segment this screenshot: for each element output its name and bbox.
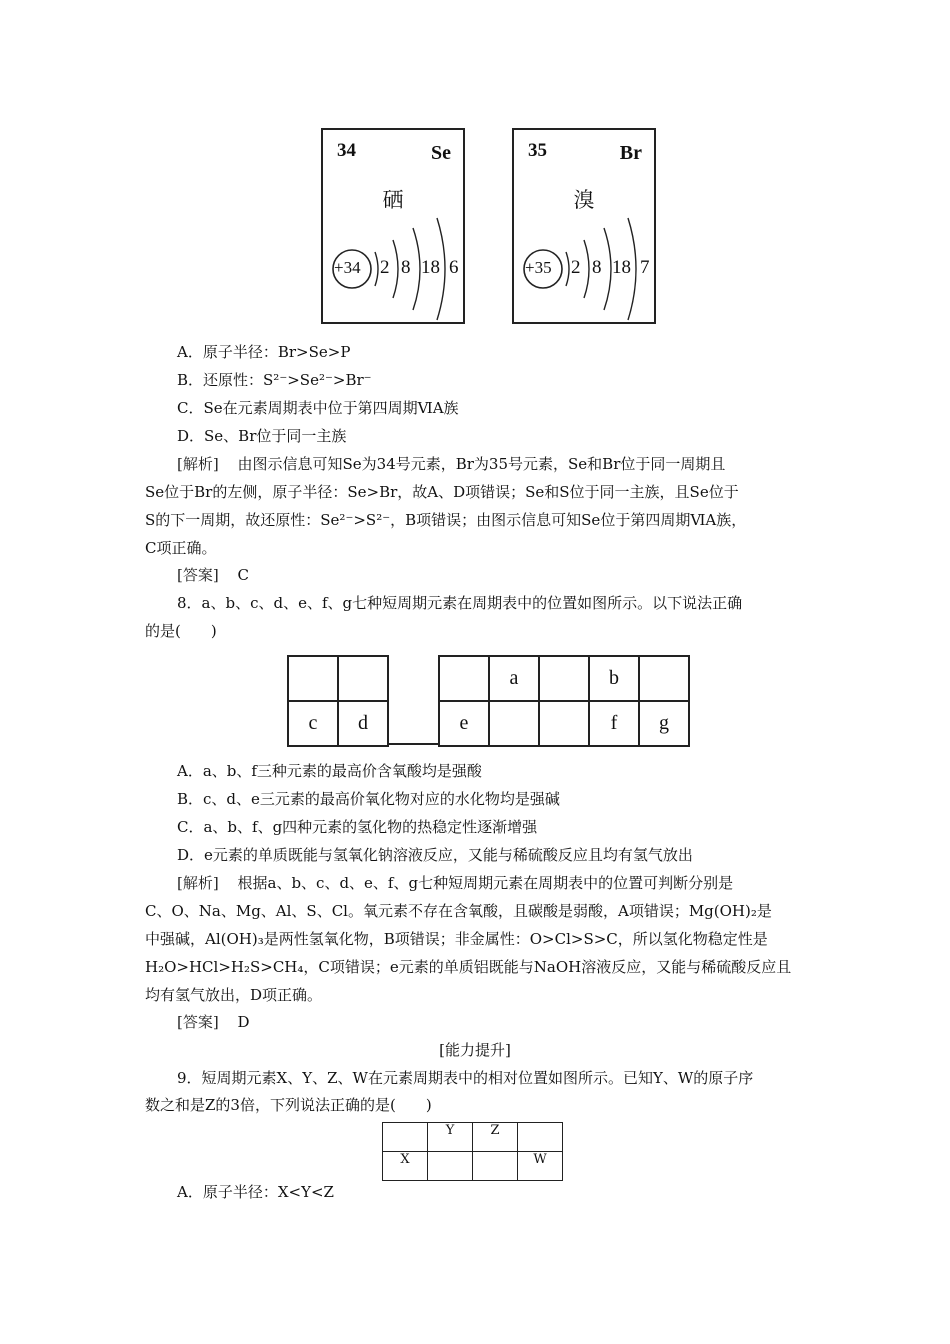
pt-cell: Y (428, 1123, 473, 1152)
nucleus-charge: +34 (334, 258, 361, 277)
q9-option-a: A．原子半径：X<Y<Z (177, 1183, 334, 1201)
shell-count: 18 (612, 257, 631, 278)
element-name: 溴 (573, 188, 595, 212)
analysis-tag: [解析] (177, 455, 219, 473)
shell-count: 2 (571, 257, 581, 278)
q8-analysis-line: C、O、Na、Mg、Al、S、Cl。氧元素不存在含氧酸，且碳酸是弱酸，A项错误；Mg(OH)₂是 (145, 902, 772, 920)
q7-analysis-line: Se位于Br的左侧，原子半径：Se>Br，故A、D项错误；Se和S位于同一主族，且Se位于 (145, 483, 739, 501)
pt-cell: X (383, 1152, 428, 1181)
atomic-number: 35 (528, 140, 547, 161)
q7-option-d: D．Se、Br位于同一主族 (177, 427, 347, 445)
answer-tag: [答案] (177, 1013, 219, 1031)
element-symbol: Se (431, 142, 451, 164)
q8-option-b: B．c、d、e三元素的最高价氧化物对应的水化物均是强碱 (177, 790, 560, 808)
q8-option-c: C．a、b、f、g四种元素的氢化物的热稳定性逐渐增强 (177, 818, 538, 836)
answer-value: C (237, 566, 249, 584)
q8-option-d: D．e元素的单质既能与氢氧化钠溶液反应，又能与稀硫酸反应且均有氢气放出 (177, 846, 693, 864)
pt-cell (428, 1152, 473, 1181)
analysis-text: 根据a、b、c、d、e、f、g七种短周期元素在周期表中的位置可判断分别是 (237, 874, 734, 892)
q8-analysis-line (177, 872, 733, 894)
q8-periodic-table-left (287, 655, 389, 747)
q9-stem: 数之和是Z的3倍，下列说法正确的是( ) (145, 1096, 432, 1114)
q7-answer-line (177, 564, 249, 586)
q7-analysis-line: S的下一周期，故还原性：Se²⁻>S²⁻，B项错误；由图示信息可知Se位于第四周期ⅥA族， (145, 511, 747, 529)
atomic-number: 34 (337, 140, 356, 161)
q7-option-b: B．还原性：S²⁻>Se²⁻>Br⁻ (177, 371, 372, 389)
shell-count: 8 (592, 257, 602, 278)
element-card-se (321, 128, 465, 324)
element-symbol: Br (619, 142, 642, 164)
pt-cell (639, 656, 689, 701)
pt-cell (518, 1123, 563, 1152)
analysis-tag: [解析] (177, 874, 219, 892)
q7-analysis-line: C项正确。 (145, 539, 217, 557)
element-name: 硒 (382, 188, 404, 212)
pt-cell (473, 1152, 518, 1181)
nucleus-charge: +35 (525, 258, 552, 277)
q9-periodic-table (382, 1122, 563, 1181)
answer-tag: [答案] (177, 566, 219, 584)
pt-cell (489, 701, 539, 746)
q8-analysis-line: H₂O>HCl>H₂S>CH₄，C项错误；e元素的单质铝既能与NaOH溶液反应，又能与稀硫酸反应且 (145, 958, 792, 976)
shell-count: 2 (380, 257, 390, 278)
q8-periodic-table-right (438, 655, 690, 747)
q8-analysis-line: 均有氢气放出，D项正确。 (145, 986, 323, 1004)
pt-cell (383, 1123, 428, 1152)
pt-cell: g (639, 701, 689, 746)
answer-value: D (237, 1013, 250, 1031)
pt-cell (539, 656, 589, 701)
q7-option-a: A．原子半径：Br>Se>P (177, 343, 351, 361)
pt-cell: f (589, 701, 639, 746)
pt-cell (338, 656, 388, 701)
pt-cell: b (589, 656, 639, 701)
q7-option-c: C．Se在元素周期表中位于第四周期ⅥA族 (177, 399, 459, 417)
pt-cell: e (439, 701, 489, 746)
section-title: [能力提升] (439, 1041, 511, 1059)
pt-cell (439, 656, 489, 701)
analysis-text: 由图示信息可知Se为34号元素，Br为35号元素，Se和Br位于同一周期且 (237, 455, 726, 473)
q7-analysis-line (177, 453, 725, 475)
pt-cell: a (489, 656, 539, 701)
table-connector (388, 743, 440, 745)
pt-cell: d (338, 701, 388, 746)
q8-answer-line (177, 1011, 250, 1033)
element-card-br (512, 128, 656, 324)
q8-option-a: A．a、b、f三种元素的最高价含氧酸均是强酸 (177, 762, 482, 780)
pt-cell (288, 656, 338, 701)
q9-stem: 9．短周期元素X、Y、Z、W在元素周期表中的相对位置如图所示。已知Y、W的原子序 (177, 1069, 754, 1087)
q8-analysis-line: 中强碱，Al(OH)₃是两性氢氧化物，B项错误；非金属性：O>Cl>S>C，所以氢化物稳定性是 (145, 930, 768, 948)
pt-cell: Z (473, 1123, 518, 1152)
q8-stem: 的是( ) (145, 622, 217, 640)
shell-count: 6 (449, 257, 459, 278)
shell-count: 18 (421, 257, 440, 278)
shell-count: 8 (401, 257, 411, 278)
q8-stem: 8．a、b、c、d、e、f、g七种短周期元素在周期表中的位置如图所示。以下说法正确 (177, 594, 743, 612)
pt-cell (539, 701, 589, 746)
pt-cell: W (518, 1152, 563, 1181)
shell-count: 7 (640, 257, 650, 278)
pt-cell: c (288, 701, 338, 746)
